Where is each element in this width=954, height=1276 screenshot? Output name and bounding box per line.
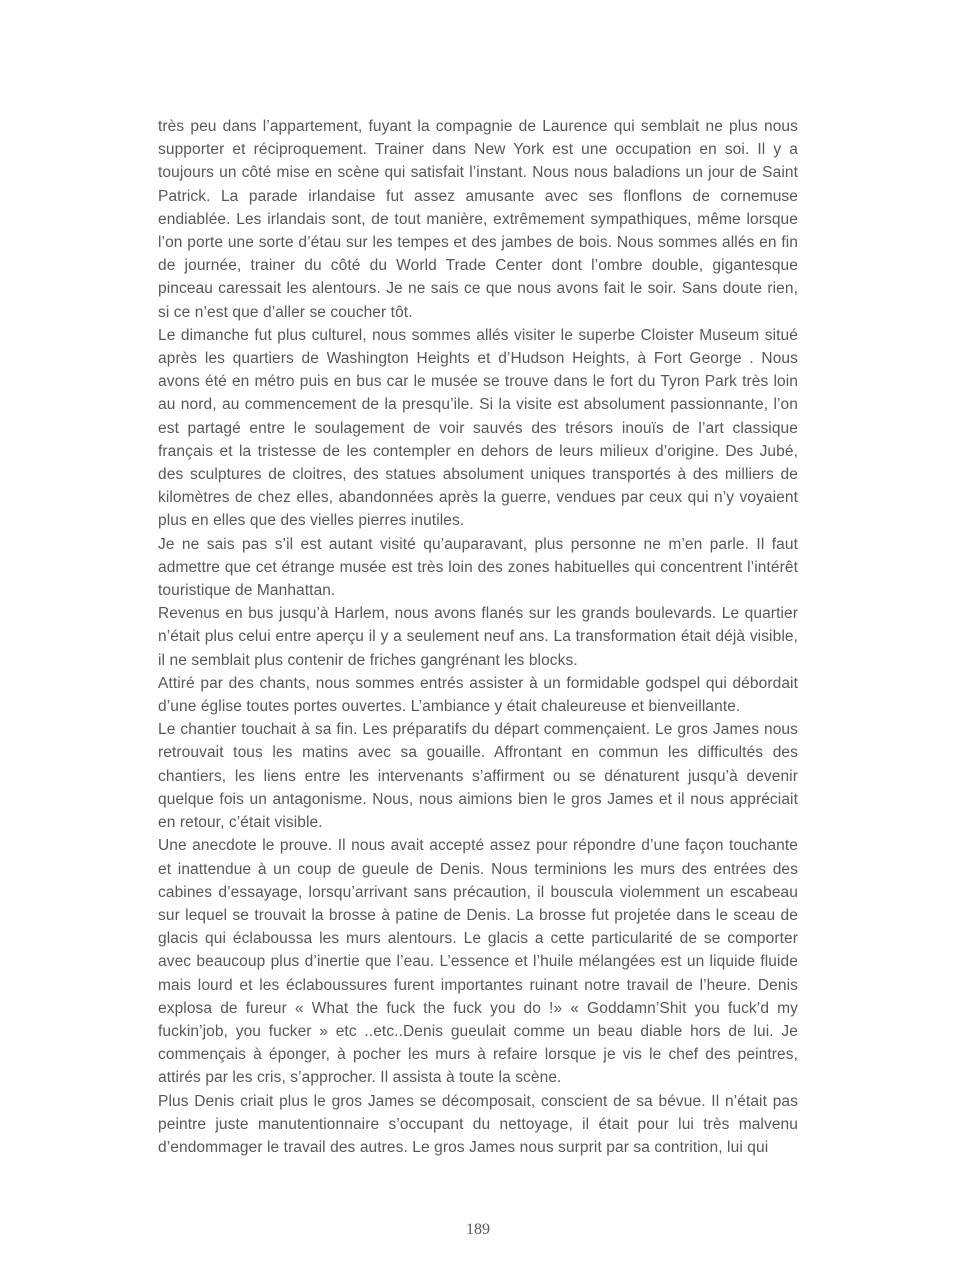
page-number: 189 bbox=[466, 1221, 490, 1238]
paragraph: Attiré par des chants, nous sommes entrés assister à un formidable godspel qui débordait d’une église toutes portes ouvertes. L’ambiance y était chaleureuse et bienveillante. bbox=[158, 674, 798, 716]
paragraph: Une anecdote le prouve. Il nous avait accepté assez pour répondre d’une façon touchante et inattendue à un coup de gueule de Denis. Nous terminions les murs des entrées des cabines d’essayage, lorsqu’arrivant sans précaution, il bouscula violemment un escabeau sur lequel se trouvait la brosse à patine de Denis. La brosse fut projetée dans le sceau de glacis qui éclaboussa les murs alentours. Le glacis a cette particularité de se comporter avec beaucoup plus d’inertie que l’eau. L’essence et l’huile mélangées est un liquide fluide mais lourd et les éclaboussures furent importantes ruinant notre travail de l’heure. Denis explosa de fureur « What the fuck the fuck you do !» « Goddamn’Shit you fuck’d my fuckin’job, you fucker » etc ..etc..Denis gueulait comme un beau diable hors de lui. Je commençais à éponger, à pocher les murs à refaire lorsque je vis le chef des peintres, attirés par les cris, s’approcher. Il assista à toute la scène. bbox=[158, 837, 798, 1087]
paragraph: très peu dans l’appartement, fuyant la compagnie de Laurence qui semblait ne plus nous supporter et réciproquement. Trainer dans New York est une occupation en soi. Il y a toujours un côté mise en scène qui satisfait l’instant. Nous nous baladions un jour de Saint Patrick. La parade irlandaise fut assez amusante avec ses flonflons de cornemuse endiablée. Les irlandais sont, de tout manière, extrêmement sympathiques, même lorsque l’on porte une sorte d’étau sur les tempes et des jambes de bois. Nous sommes allés en fin de journée, trainer du côté du World Trade Center dont l’ombre double, gigantesque pinceau caressait les alentours. Je ne sais ce que nous avons fait le soir. Sans doute rien, si ce n’est que d’aller se coucher tôt. bbox=[158, 118, 798, 321]
paragraph: Le chantier touchait à sa fin. Les préparatifs du départ commençaient. Le gros James nous retrouvait tous les matins avec sa gouaille. Affrontant en commun les difficultés des chantiers, les liens entre les intervenants s’affirment ou se dénaturent jusqu’à devenir quelque fois un antagonisme. Nous, nous aimions bien le gros James et il nous appréciait en retour, c’était visible. bbox=[158, 721, 798, 832]
paragraph: Plus Denis criait plus le gros James se décomposait, conscient de sa bévue. Il n’était pas peintre juste manutentionnaire s’occupant du nettoyage, il était pour lui très malvenu d’endommager le travail des autres. Le gros James nous surprit par sa contrition, lui qui bbox=[158, 1092, 798, 1156]
paragraph: Revenus en bus jusqu’à Harlem, nous avons flanés sur les grands boulevards. Le quartier n’était plus celui entre aperçu il y a seulement neuf ans. La transformation était déjà visible, il ne semblait plus contenir de friches gangrénant les blocks. bbox=[158, 605, 798, 669]
paragraph: Je ne sais pas s’il est autant visité qu’auparavant, plus personne ne m’en parle. Il faut admettre que cet étrange musée est très loin des zones habituelles qui concentrent l’intérêt touristique de Manhattan. bbox=[158, 535, 798, 600]
text-block bbox=[158, 115, 798, 1159]
paragraph: Le dimanche fut plus culturel, nous sommes allés visiter le superbe Cloister Museum situé après les quartiers de Washington Heights et d’Hudson Heights, à Fort George . Nous avons été en métro puis en bus car le musée se trouve dans le fort du Tyron Park très loin au nord, au commencement de la presqu’ile. Si la visite est absolument passionnante, l’on est partagé entre le soulagement de voir sauvés des trésors inouïs de l’art classique français et la tristesse de les contempler en dehors de leurs milieux d’origine. Des Jubé, des sculptures de cloitres, des statues absolument uniques transportés à des milliers de kilomètres de chez elles, abandonnées après la guerre, vendues par ceux qui n’y voyaient plus en elles que des vielles pierres inutiles. bbox=[158, 326, 798, 530]
